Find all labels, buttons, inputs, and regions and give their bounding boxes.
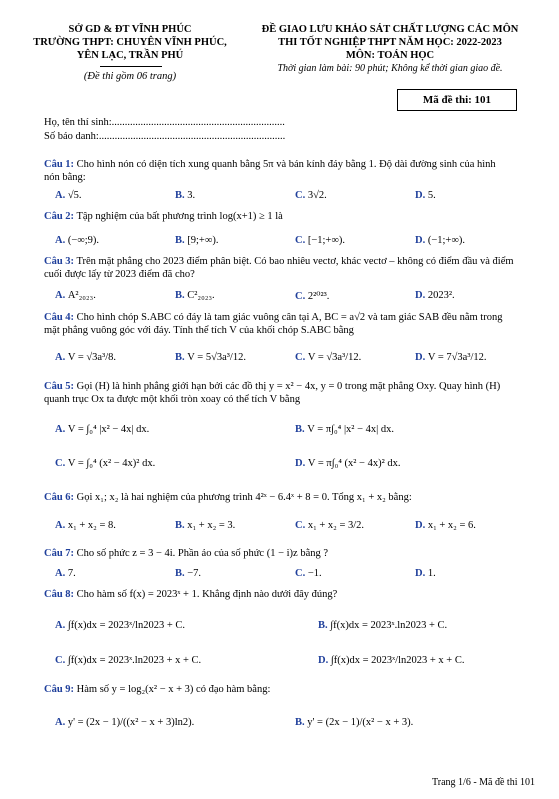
question-label: Câu 6: [44,492,75,503]
page-footer: Trang 1/6 - Mã đề thi 101 [432,777,535,788]
option-letter: B. [175,190,188,201]
q6-option-c [295,520,364,531]
question-text: Cho hình nón có diện tích xung quanh bằng 5π và bán kính đáy bằng 1. Độ dài đường sinh của hình nón bằng: [44,159,496,183]
option-letter: D. [415,352,428,363]
option-value: 2023². [427,290,455,301]
option-value: −7. [187,568,202,579]
question-text: Trên mặt phẳng cho 2023 điểm phân biệt. Có bao nhiêu vectơ, khác vectơ – không có điểm đầu và điểm cuối được lấy từ 2023 điểm đã cho? [44,256,514,280]
option-letter: C. [295,352,308,363]
option-value: ∫f(x)dx = 2023ˣ/ln2023 + C. [67,620,186,631]
option-value: ∫f(x)dx = 2023ˣ.ln2023 + x + C. [67,655,202,666]
subject: MÔN: TOÁN HỌC [345,50,435,61]
q3-option-c [295,290,329,302]
school-name-2: YÊN LẠC, TRẦN PHÚ [76,50,184,61]
q9-option-a [55,717,194,728]
question-label: Câu 1: [44,159,75,170]
q3-option-b [175,290,215,301]
option-letter: A. [55,424,68,435]
option-value: ∫f(x)dx = 2023ˣ.ln2023 + C. [330,620,448,631]
option-value: 3√2. [307,190,327,201]
q5-option-b [295,424,394,435]
header-rule-left [100,66,162,67]
question-4 [44,311,514,337]
exam-code-box [397,89,517,111]
option-letter: D. [415,235,428,246]
question-text: Gọi x₁; x₂ là hai nghiệm của phương trình 4²ˣ − 6.4ˣ + 8 = 0. Tổng x₁ + x₂ bằng: [76,492,412,503]
option-letter: D. [415,190,428,201]
option-letter: D. [415,568,428,579]
q1-option-a [55,190,81,201]
q9-option-b [295,717,413,728]
option-value: x₁ + x₂ = 3. [187,520,236,531]
question-label: Câu 9: [44,684,75,695]
q4-option-a [55,352,116,363]
question-7 [44,547,514,560]
option-letter: B. [175,352,188,363]
option-value: [−1;+∞). [307,235,345,246]
option-value: V = √3a³/12. [307,352,362,363]
page-count-note: (Đề thi gồm 06 trang) [83,71,177,82]
option-value: V = ∫₀⁴ (x² − 4x)² dx. [67,458,156,469]
question-label: Câu 8: [44,589,75,600]
q4-option-b [175,352,246,363]
q7-option-b [175,568,201,579]
option-value: [9;+∞). [187,235,219,246]
question-2 [44,210,514,223]
option-letter: B. [175,235,188,246]
q3-option-a [55,290,96,301]
option-value: V = √3a³/8. [67,352,117,363]
option-letter: C. [295,291,308,302]
question-label: Câu 4: [44,312,75,323]
q5-option-c [55,458,155,469]
option-letter: A. [55,520,68,531]
option-value: ∫f(x)dx = 2023ˣ/ln2023 + x + C. [330,655,465,666]
question-1 [44,158,514,184]
option-value: V = 7√3a³/12. [427,352,487,363]
q7-option-c [295,568,322,579]
time-note: Thời gian làm bài: 90 phút; Không kể thời gian giao đề. [277,63,503,74]
q8-option-d [318,655,464,666]
question-label: Câu 7: [44,548,75,559]
school-name: TRƯỜNG THPT: CHUYÊN VĨNH PHÚC, [33,37,227,48]
option-value: 2²⁰²³. [307,291,330,302]
option-letter: D. [415,290,428,301]
option-letter: B. [175,520,188,531]
student-id-field: Số báo danh:....................................................................... [44,131,286,142]
exam-subtitle: THI TỐT NGHIỆP THPT NĂM HỌC: 2022-2023 [278,37,502,48]
option-value: x₁ + x₂ = 3/2. [307,520,365,531]
option-letter: A. [55,620,68,631]
question-text: Cho hình chóp S.ABC có đáy là tam giác vuông cân tại A, BC = a√2 và tam giác SAB đều nằm trong mặt phẳng vuông góc với đáy. Tính thể tích V của khối chóp S.ABC bằng [44,312,503,336]
option-value: 3. [187,190,196,201]
option-letter: C. [295,235,308,246]
option-letter: C. [55,655,68,666]
option-letter: A. [55,190,68,201]
option-value: 1. [427,568,436,579]
q6-option-b [175,520,235,531]
q7-option-a [55,568,76,579]
option-value: 5. [427,190,436,201]
question-label: Câu 5: [44,381,75,392]
question-3 [44,255,514,281]
option-value: y' = (2x − 1)/(x² − x + 3). [307,717,414,728]
option-letter: A. [55,717,68,728]
q7-option-d [415,568,436,579]
option-letter: B. [295,717,308,728]
option-value: (−∞;9). [67,235,100,246]
option-value: 7. [67,568,76,579]
option-value: V = π∫₀⁴ (x² − 4x)² dx. [307,458,401,469]
q2-option-c [295,235,345,246]
question-text: Tập nghiệm của bất phương trình log(x+1) ≥ 1 là [76,211,283,222]
option-letter: C. [295,520,308,531]
question-6 [44,491,514,504]
option-letter: A. [55,568,68,579]
q6-option-a [55,520,116,531]
q4-option-c [295,352,361,363]
student-name-field: Họ, tên thí sinh:.................................................................. [44,117,285,128]
question-text: Cho số phức z = 3 − 4i. Phần ảo của số phức (1 − i)z bằng ? [76,548,329,559]
question-9 [44,683,514,696]
option-value: A²₂₀₂₃. [67,290,96,301]
q8-option-a [55,620,185,631]
question-text: Gọi (H) là hình phẳng giới hạn bởi các đồ thị y = x² − 4x, y = 0 trong mặt phẳng Oxy. Quay hình (H) quanh trục Ox ta được một khối tròn xoay có thể tích V bằng [44,381,501,405]
exam-code: Mã đề thi: 101 [422,94,492,106]
question-text: Cho hàm số f(x) = 2023ˣ + 1. Khẳng định nào dưới đây đúng? [76,589,338,600]
option-value: −1. [307,568,322,579]
option-letter: B. [175,290,188,301]
option-value: V = ∫₀⁴ |x² − 4x| dx. [67,424,150,435]
question-text: Hàm số y = log₂(x² − x + 3) có đạo hàm bằng: [76,684,271,695]
option-letter: C. [295,190,308,201]
q1-option-c [295,190,327,201]
option-letter: B. [175,568,188,579]
option-letter: C. [55,458,68,469]
question-label: Câu 2: [44,211,75,222]
option-letter: D. [295,458,308,469]
exam-title: ĐỀ GIAO LƯU KHẢO SÁT CHẤT LƯỢNG CÁC MÔN [261,24,519,35]
q8-option-b [318,620,447,631]
option-letter: A. [55,352,68,363]
q6-option-d [415,520,476,531]
option-letter: A. [55,235,68,246]
option-letter: B. [295,424,308,435]
option-value: x₁ + x₂ = 8. [67,520,116,531]
option-value: V = 5√3a³/12. [187,352,246,363]
option-letter: D. [415,520,428,531]
option-value: y' = (2x − 1)/((x² − x + 3)ln2). [67,717,195,728]
q2-option-d [415,235,465,246]
q4-option-d [415,352,487,363]
option-value: (−1;+∞). [427,235,465,246]
option-value: V = π∫₀⁴ |x² − 4x| dx. [307,424,394,435]
q5-option-d [295,458,401,469]
question-5 [44,380,514,406]
option-value: C²₂₀₂₃. [187,290,215,301]
q5-option-a [55,424,149,435]
question-8 [44,588,514,601]
q8-option-c [55,655,201,666]
option-value: √5. [67,190,82,201]
option-value: x₁ + x₂ = 6. [427,520,476,531]
dept-name: SỞ GD & ĐT VĨNH PHÚC [68,24,192,35]
q1-option-b [175,190,195,201]
option-letter: C. [295,568,308,579]
q2-option-b [175,235,218,246]
question-label: Câu 3: [44,256,75,267]
q2-option-a [55,235,99,246]
option-letter: B. [318,620,331,631]
q1-option-d [415,190,436,201]
q3-option-d [415,290,455,301]
option-letter: D. [318,655,331,666]
option-letter: A. [55,290,68,301]
